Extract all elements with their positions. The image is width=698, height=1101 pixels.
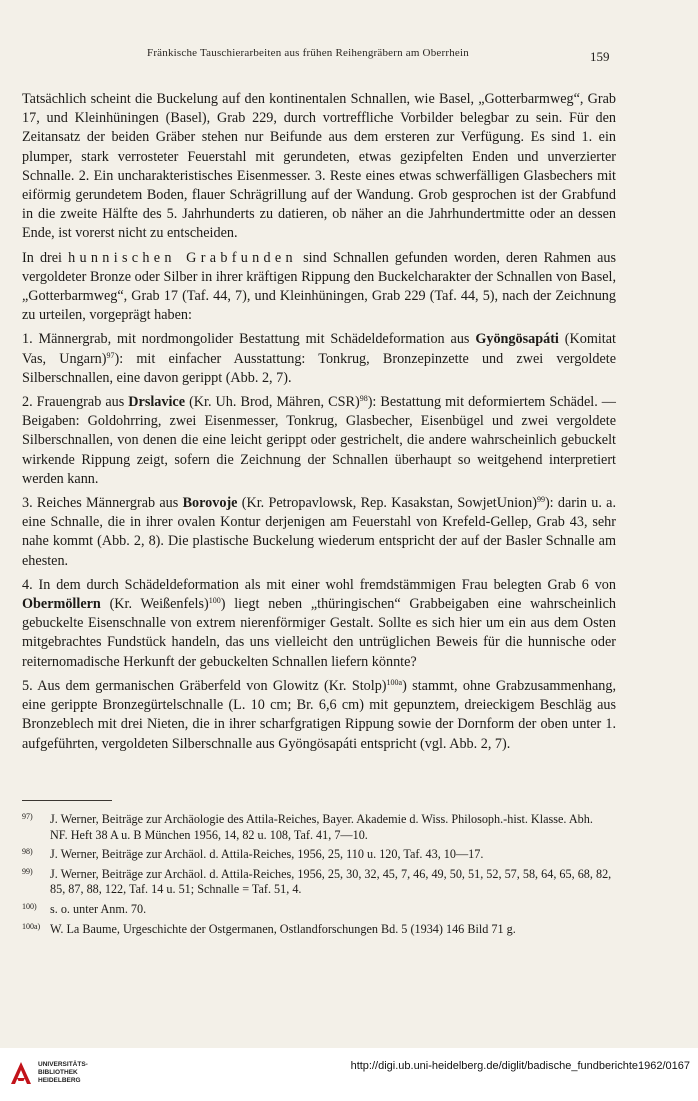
item-region: (Kr. Uh. Brod, Mähren, CSR) <box>189 394 360 411</box>
item-rest: ): mit einfacher Ausstattung: Tonkrug, Bronzepinzette und zwei vergoldete Silberschnallen, eine davon gerippt (Abb. 2, 7). <box>22 350 616 386</box>
page-number: 159 <box>590 49 610 64</box>
paragraph-hunnic-graves <box>22 249 616 326</box>
footnote-ref[interactable]: 99 <box>536 495 545 505</box>
source-url-link[interactable]: http://digi.ub.uni-heidelberg.de/diglit/badische_fundberichte1962/0167 <box>350 1060 690 1072</box>
footnote-divider <box>22 800 112 801</box>
footnote <box>22 867 612 898</box>
item-region: (Kr. Weißenfels) <box>109 596 209 613</box>
footnote-text: J. Werner, Beiträge zur Archäol. d. Attila-Reiches, 1956, 25, 110 u. 120, Taf. 43, 10—17. <box>50 847 484 862</box>
footnote-ref[interactable]: 98 <box>359 394 368 404</box>
list-item <box>22 393 616 489</box>
library-name: UNIVERSITÄTS- BIBLIOTHEK HEIDELBERG <box>38 1061 88 1084</box>
footnote-ref[interactable]: 97 <box>106 350 115 360</box>
site-name: Obermöllern <box>22 596 101 613</box>
paragraph-lead: In drei <box>22 249 62 266</box>
item-region: (Kr. Petropavlowsk, Rep. Kasakstan, SowjetUnion) <box>241 495 537 512</box>
footnote-text: W. La Baume, Urgeschichte der Ostgermanen, Ostlandforschungen Bd. 5 (1934) 146 Bild 71 g. <box>50 921 516 936</box>
footnote-mark: 100) <box>22 901 37 911</box>
digitization-footer <box>0 1048 698 1101</box>
footnote-ref[interactable]: 100 <box>208 596 221 606</box>
item-rest: ): darin u. a. eine Schnalle, die in ihrer ovalen Kontur derjenigen am Feuerstahl von Krefeld-Gellep, Grab 43, sehr nahe kommt (Abb. 2, 8). Die plastische Buckelung wiederum entspricht der auf der Basler Schnalle am ehesten. <box>22 495 617 569</box>
footnote-text: J. Werner, Beiträge zur Archäol. d. Attila-Reiches, 1956, 25, 30, 32, 45, 7, 46, 49, 50, 51, 52, 57, 58, 64, 65, 68, 82, 85, 87, 88, 122, Taf. 14 u. 51; Schnalle = Taf. 51, 4. <box>50 866 612 897</box>
footnote-mark: 98) <box>22 847 33 857</box>
footnote <box>22 922 612 938</box>
site-name: Borovoje <box>182 495 238 512</box>
library-logo-icon <box>8 1058 34 1088</box>
item-rest: ): Bestattung mit deformiertem Schädel. — Beigaben: Goldohrring, zwei Eisenmesser, Tonkrug, Glasbecher, Eisenbügel und zwei vergoldete Silberschnallen, von denen die eine leicht gerippt oder gestrichelt, die andere wahrscheinlich gebuckelt wirkende Rippung zeigt, sofern die Zeichnung der Schnallen überhaupt so weitgehend interpretiert werden kann. <box>22 394 616 487</box>
item-rest: ) stammt, ohne Grabzusammenhang, eine gerippte Bronzegürtelschnalle (L. 10 cm; Br. 6,6 cm) mit gepunztem, dreieckigem Beschläg aus Bronzeblech mit drei Nieten, die in ihrer scharfgratigen Rippung sowie der Dornform der oben unter 1. aufgeführten, vergoldeten Silberschnalle aus Gyöngösapáti entspricht (vgl. Abb. 2, 7). <box>22 677 616 752</box>
item-rest: ) liegt neben „thüringischen“ Grabbeigaben eine wahrscheinlich gebuckelte Eisenschnalle von extrem nierenförmiger Gestalt. Sollte es sich hier um ein aus dem Osten mitgebrachtes Fundstück handeln, das uns vielleicht den untrüglichen Beweis für die hunnische oder reiternomadische Herkunft der gebuckelten Schnallen liefern könnte? <box>22 596 617 670</box>
list-item <box>22 576 616 672</box>
site-name: Drslavice <box>128 394 186 411</box>
item-lead: 3. Reiches Männergrab aus <box>22 495 179 512</box>
footnote-ref[interactable]: 100a <box>386 677 403 687</box>
item-lead: 2. Frauengrab aus <box>22 394 125 411</box>
footnote-mark: 99) <box>22 866 33 876</box>
running-title: Fränkische Tauschierarbeiten aus frühen Reihengräbern am Oberrhein <box>147 47 469 59</box>
site-name: Gyöngösapáti <box>475 331 559 348</box>
list-item <box>22 677 616 754</box>
spaced-emphasis: hunnischen Grabfunden <box>68 249 297 266</box>
footnotes <box>22 812 612 941</box>
item-region: (Komitat Vas, Ungarn) <box>22 331 616 367</box>
footnote-text: J. Werner, Beiträge zur Archäologie des Attila-Reiches, Bayer. Akademie d. Wiss. Philosoph.-hist. Klasse. Abh. NF. Heft 38 A u. B München 1956, 14, 82 u. 108, Taf. 41, 7—10. <box>50 812 593 842</box>
footnote-mark: 97) <box>22 812 33 821</box>
main-text <box>22 90 616 759</box>
footnote <box>22 847 612 863</box>
item-lead: 5. Aus dem germanischen Gräberfeld von Glowitz (Kr. Stolp) <box>22 677 387 694</box>
list-item <box>22 494 616 571</box>
item-lead: 4. In dem durch Schädeldeformation als mit einer wohl fremdstämmigen Frau belegten Grab 6 von <box>22 576 616 593</box>
paragraph-rest: sind Schnallen gefunden worden, deren Rahmen aus vergoldeter Bronze oder Silber in ihrer kräftigen Rippung den Buckelcharakter der Schnallen von Basel, „Gotterbarmweg“, Grab 17 (Taf. 44, 7), und Kleinhüningen, Grab 229 (Taf. 44, 5), nach der Zeichnung zu urteilen, vorgeprägt haben: <box>22 249 616 324</box>
list-item <box>22 330 616 388</box>
item-lead: 1. Männergrab, mit nordmongolider Bestattung mit Schädeldeformation aus <box>22 331 470 348</box>
footnote <box>22 902 612 918</box>
footnote-text: s. o. unter Anm. 70. <box>50 901 147 916</box>
footnote-mark: 100a) <box>22 921 41 931</box>
paragraph-buckelung: Tatsächlich scheint die Buckelung auf den kontinentalen Schnallen, wie Basel, „Gotterbarmweg“, Grab 17, und Kleinhüningen (Basel), Grab 229, durch vortreffliche Vorbilder belegbar zu sein. Für den Zeitansatz der beiden Gräber stehen nur Beifunde aus dem ersteren zur Verfügung. Es sind 1. ein plumper, stark verrosteter Feuerstahl mit gerundeten, etwas gezipfelten Enden und unverzierter Schnalle. 2. Ein uncharakteristisches Eisenmesser. 3. Reste eines etwas schwerfälligen Glasbechers mit eiförmig gerundetem Boden, flauer Schrägrillung auf der Wandung. Grob gesprochen ist der Grabfund in die zweite Hälfte des 5. Jahrhunderts zu datieren, ob näher an die Jahrhundertmitte oder an dessen Ende, ist vorerst nicht zu entscheiden. <box>22 91 616 242</box>
footnote <box>22 812 612 843</box>
